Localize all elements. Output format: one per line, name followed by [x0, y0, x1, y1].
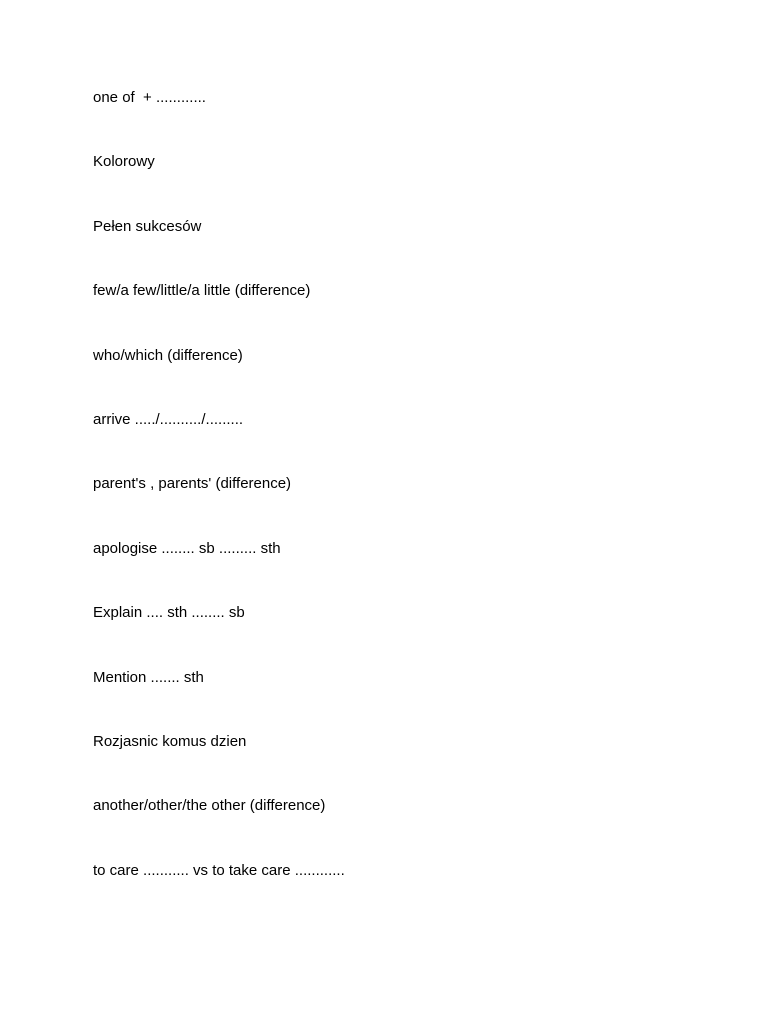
exercise-line: arrive ...../........../......... [93, 410, 244, 428]
exercise-line: Kolorowy [93, 153, 155, 171]
exercise-line: apologise ........ sb ......... sth [93, 539, 281, 557]
exercise-line: another/other/the other (difference) [93, 797, 326, 815]
exercise-line: one of + ............ [93, 89, 206, 106]
exercise-line: parent's , parents' (difference) [93, 475, 292, 493]
exercise-line: Pełen sukcesów [93, 217, 202, 235]
exercise-line: Rozjasnic komus dzien [93, 732, 247, 750]
exercise-line: to care ........... vs to take care ............ [93, 861, 345, 879]
exercise-line: Explain .... sth ........ sb [93, 604, 245, 622]
exercise-list [93, 88, 345, 925]
exercise-line: who/which (difference) [93, 346, 243, 364]
exercise-line: few/a few/little/a little (difference) [93, 282, 311, 300]
exercise-line: Mention ....... sth [93, 668, 204, 686]
